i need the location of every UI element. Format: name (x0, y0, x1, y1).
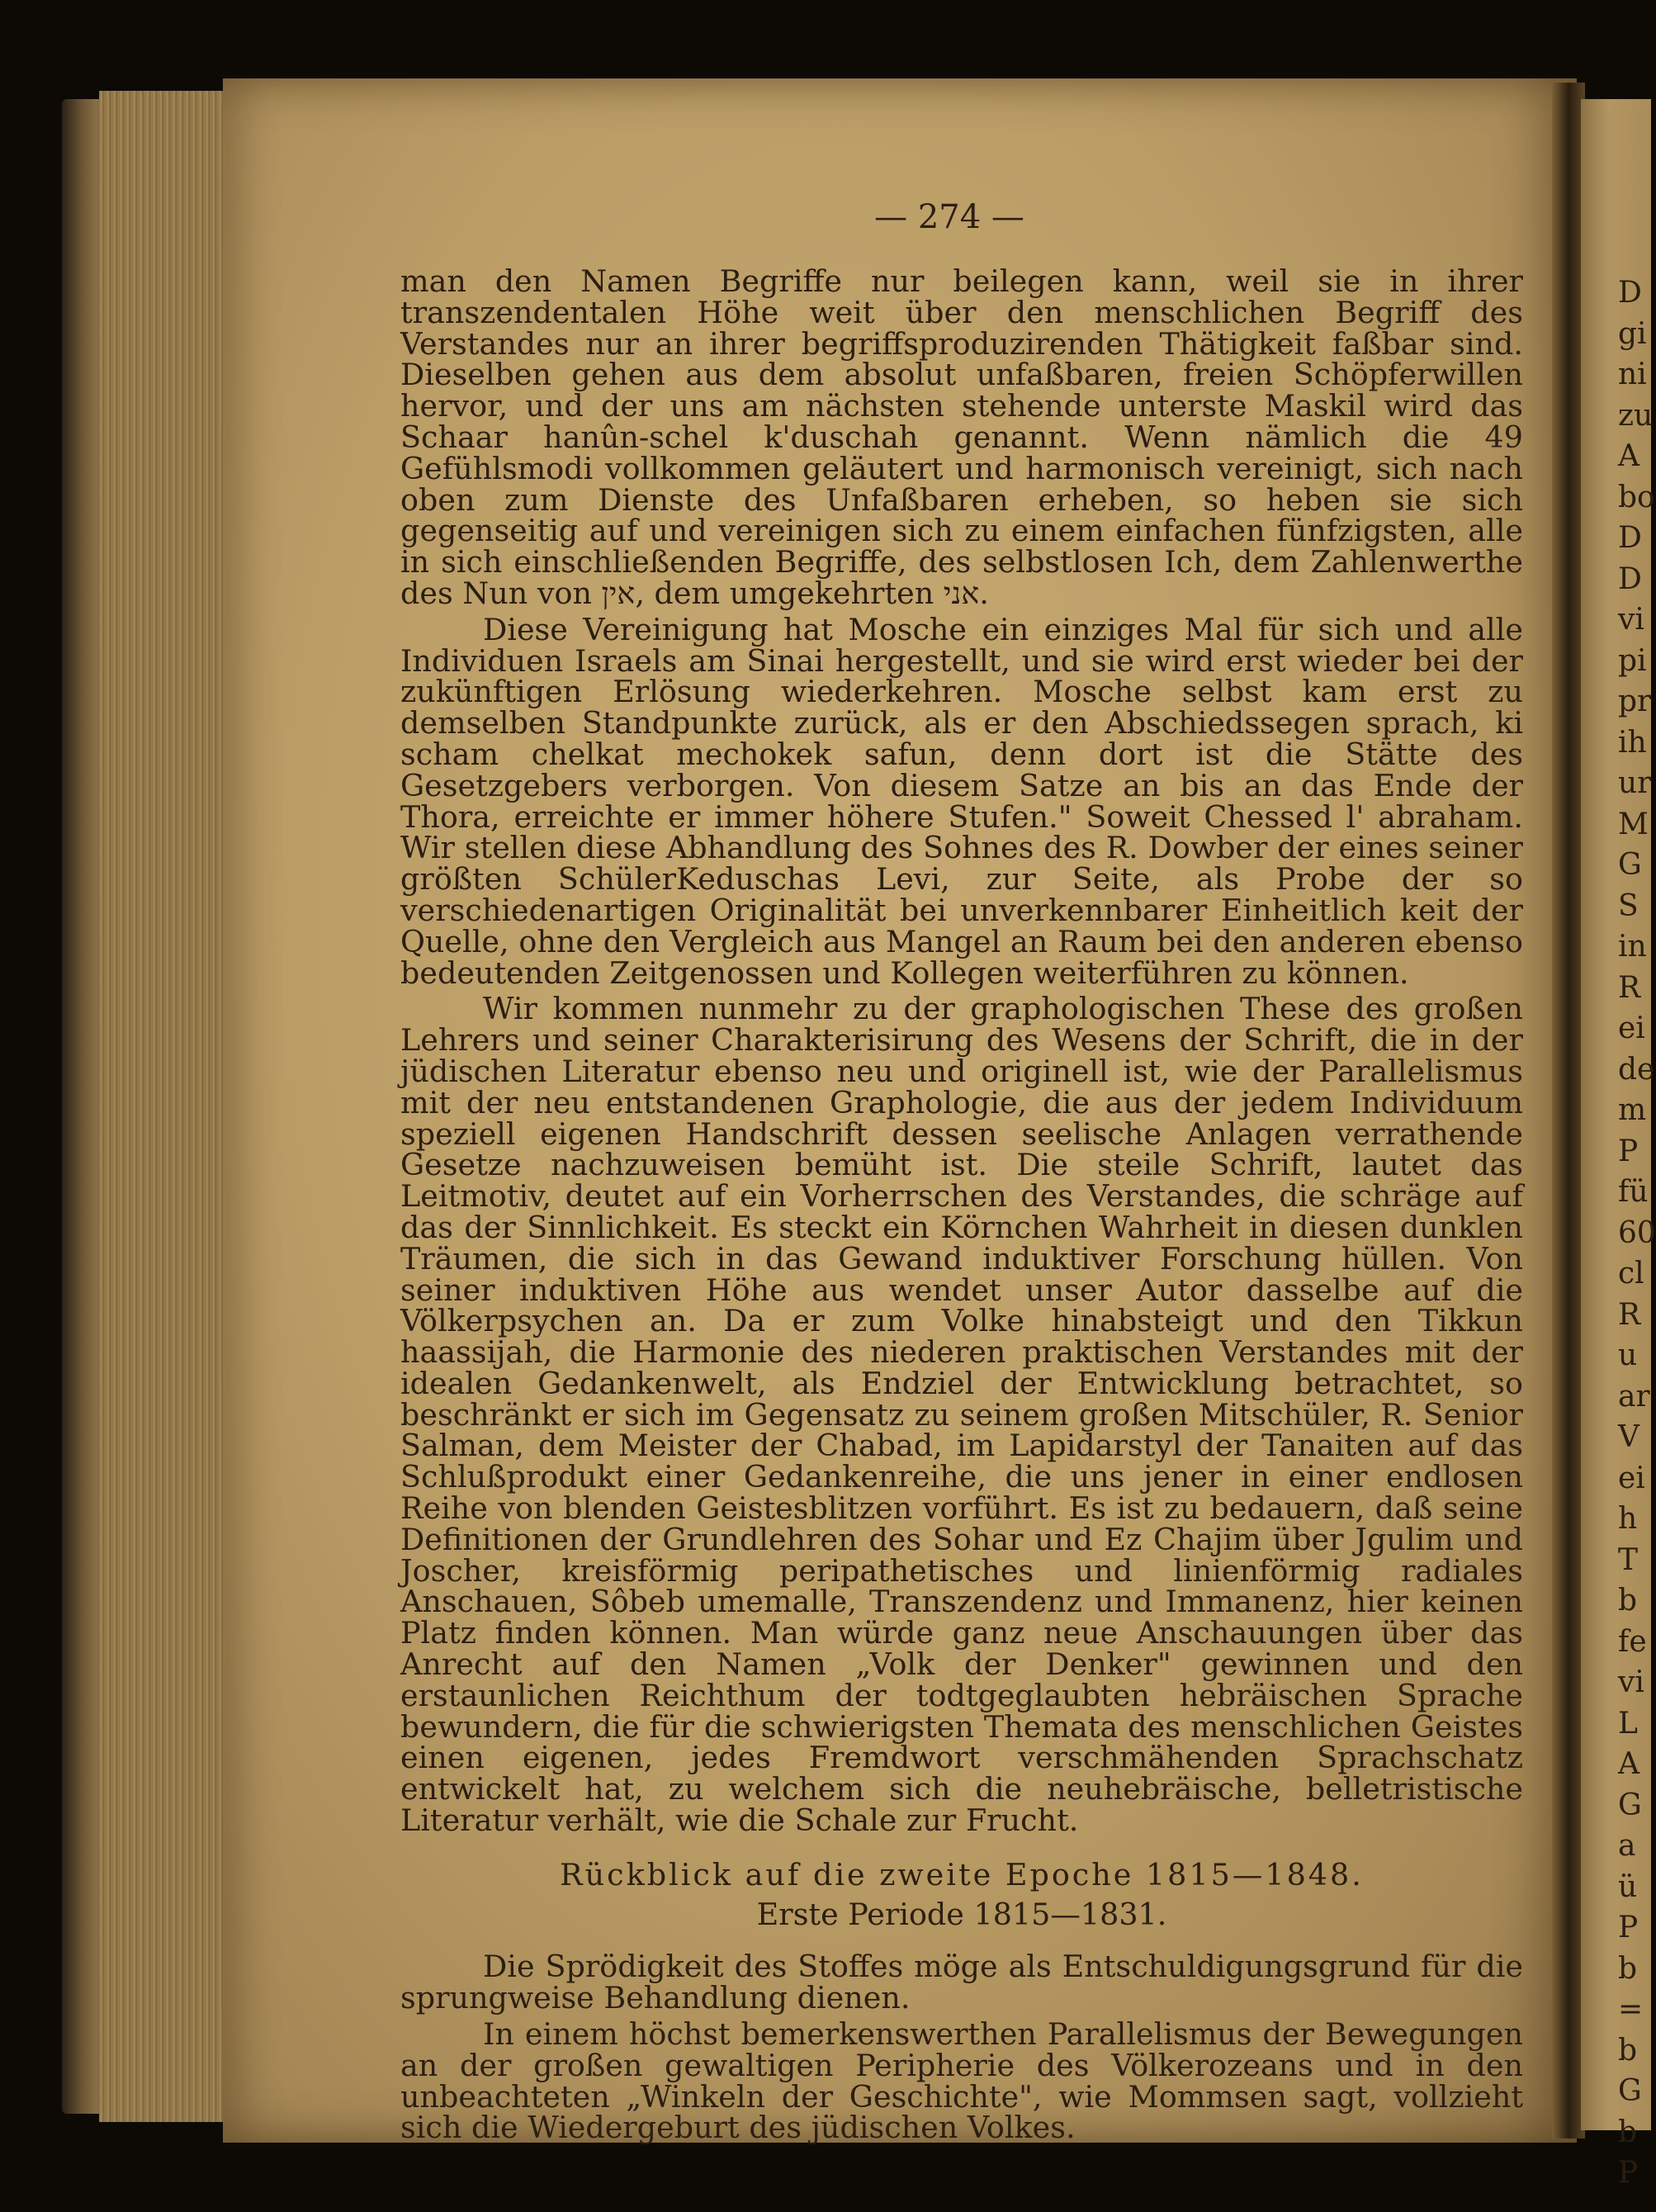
next-page-line: G (1618, 2074, 1642, 2108)
paragraph-3: Wir kommen nunmehr zu der graphologischen These des großen Lehrers und seiner Charakterisirung des Wesens der Schrift, die in der jüdischen Literatur ebenso neu und originell ist, wie der Parallelismus mit der neu entstandenen Graphologie, die aus der jedem Individuum speziell eigenen Handschrift dessen seelische Anlagen verrathende Gesetze nachzuweisen bemüht ist. Die steile Schrift, lautet das Leitmotiv, deutet auf ein Vorherrschen des Verstandes, die schräge auf das der Sinnlichkeit. Es steckt ein Körnchen Wahrheit in diesen dunklen Träumen, die sich in das Gewand induktiver Forschung hüllen. Von seiner induktiven Höhe aus wendet unser Autor dasselbe auf die Völkerpsychen an. Da er zum Volke hinabsteigt und den Tikkun haassijah, die Harmonie des niederen praktischen Verstandes mit der idealen Gedankenwelt, als Endziel der Entwicklung betrachtet, so beschränkt er sich im Gegensatz zu seinem großen Mitschüler, R. Senior Salman, dem Meister der Chabad, im Lapidarstyl der Tanaiten auf das Schlußprodukt einer Gedankenreihe, die uns jener in einer endlosen Reihe von blenden Geistesblitzen vorführt. Es ist zu bedauern, daß seine Definitionen der Grundlehren des Sohar und Ez Chajim über Jgulim und Joscher, kreisförmig peripathetisches und linienförmig radiales Anschauen, Sôbeb umemalle, Transzendenz und Immanenz, hier keinen Platz finden können. Man würde ganz neue Anschauungen über das Anrecht auf den Namen „Volk der Denker" gewinnen und den erstaunlichen Reichthum der todtgeglaubten hebräischen Sprache bewundern, die für die schwierigsten Themata des menschlichen Geistes einen eigenen, jedes Fremdwort verschmähenden Sprachschatz entwickelt hat, zu welchem sich die neuhebräische, belletristische Literatur verhält, wie die Schale zur Frucht. (400, 991, 1523, 1839)
next-page-line: S (1618, 888, 1639, 923)
next-page-line: R (1618, 970, 1641, 1005)
next-page-line: A (1618, 439, 1639, 473)
next-page-line: ar (1618, 1379, 1650, 1414)
next-page-line: m (1618, 1093, 1647, 1127)
next-page-line: vi (1618, 1665, 1644, 1699)
next-page-line: h (1618, 1502, 1638, 1536)
next-page-line: D (1618, 561, 1642, 596)
paragraph-5: In einem höchst bemerkenswerthen Parallelismus der Bewegungen an der großen gewaltigen Peripherie des Völkerozeans und in den unbeachteten „Winkeln der Geschichte", wie Mommsen sagt, vollzieht sich die Wiedergeburt des jüdischen Volkes. (400, 2016, 1523, 2146)
next-page-line: pi (1618, 643, 1647, 678)
next-page-line: b (1618, 1584, 1638, 1618)
next-page-line: vi (1618, 603, 1644, 637)
book-gutter (1552, 83, 1585, 2139)
next-page-line: u (1618, 1338, 1638, 1372)
next-page-line: ei (1618, 1011, 1645, 1045)
next-page-line: b (1618, 2115, 1638, 2149)
next-page-line: fü (1618, 1175, 1649, 1209)
next-page-line: de (1618, 1052, 1655, 1087)
next-page-line: pr (1618, 684, 1652, 718)
next-page-line: A (1618, 1747, 1639, 1781)
next-page-line: = (1618, 1992, 1644, 2026)
next-page-line: G (1618, 1788, 1642, 1822)
next-page-line: ur (1618, 766, 1652, 800)
next-page-line: 60 (1618, 1215, 1656, 1250)
next-page-line: ih (1618, 725, 1647, 760)
next-page-line: D (1618, 521, 1642, 555)
next-page-line: in (1618, 930, 1647, 964)
next-page-line: P (1618, 1134, 1639, 1168)
section-heading: Rückblick auf die zweite Epoche 1815—1848. (560, 1856, 1364, 1892)
paragraph-1: man den Namen Begriffe nur beilegen kann, weil sie in ihrer transzendentalen Höhe weit über den menschlichen Begriff des Verstandes nur an ihrer begriffsproduzirenden Thätigkeit faßbar sind. Dieselben gehen aus dem absolut unfaßbaren, freien Schöpferwillen hervor, und der uns am nächsten stehende unterste Maskil wird das Schaar hanûn-schel k'duschah genannt. Wenn nämlich die 49 Gefühlsmodi vollkommen geläutert und harmonisch vereinigt, sich nach oben zum Dienste des Unfaßbaren erheben, so heben sie sich gegenseitig auf und vereinigen sich zu einem einfachen fünfzigsten, alle in sich einschließenden Begriffe, des selbstlosen Ich, dem Zahlenwerthe des Nun von אין, dem umgekehrten אני. (400, 263, 1523, 611)
next-page-line: T (1618, 1542, 1639, 1577)
next-page-line: P (1618, 1911, 1639, 1944)
paragraph-2: Diese Vereinigung hat Mosche ein einziges Mal für sich und alle Individuen Israels am Sinai hergestellt, und sie wird erst wieder bei der zukünftigen Erlösung wiederkehren. Mosche selbst kam erst zu demselben Standpunkte zurück, als er den Abschiedssegen sprach, ki scham chelkat mechokek safun, denn dort ist die Stätte des Gesetzgebers verborgen. Von diesem Satze an bis an das Ende der Thora, erreichte er immer höhere Stufen." Soweit Chessed l' abraham. Wir stellen diese Abhandlung des Sohnes des R. Dowber der eines seiner größten SchülerKeduschas Levi, zur Seite, als Probe der so verschiedenartigen Originalität bei unverkennbarer Einheitlich keit der Quelle, ohne den Vergleich aus Mangel an Raum bei den anderen ebenso bedeutenden Zeitgenossen und Kollegen weiterführen zu können. (400, 611, 1523, 991)
next-page-line: bo (1618, 480, 1655, 514)
next-page-line: fe (1618, 1624, 1647, 1659)
next-page-line: ei (1618, 1461, 1645, 1495)
next-page-line: zu (1618, 398, 1654, 433)
next-page-line: L (1618, 1706, 1638, 1741)
next-page-line: b (1618, 2033, 1638, 2068)
next-page-line: P (1618, 2156, 1639, 2190)
next-page-line: M (1618, 807, 1649, 841)
next-page-line: ni (1618, 358, 1647, 391)
text-block (400, 263, 1523, 2148)
section-subheading: Erste Periode 1815—1831. (756, 1896, 1167, 1932)
next-page-line: cl (1618, 1257, 1644, 1291)
next-page-margin (1618, 272, 1656, 2190)
next-page-line: R (1618, 1297, 1641, 1332)
page-number: — 274 — (874, 198, 1024, 236)
next-page-line: gi (1618, 316, 1647, 351)
next-page-line: V (1618, 1420, 1639, 1454)
next-page-line: D (1618, 276, 1642, 310)
paragraph-4: Die Sprödigkeit des Stoffes möge als Entschuldigungsgrund für die sprungweise Behandlung dienen. (400, 1949, 1523, 2016)
next-page-line: b (1618, 1951, 1638, 1986)
next-page-line: G (1618, 848, 1642, 882)
next-page-line: a (1618, 1829, 1636, 1863)
next-page-line: ü (1618, 1869, 1638, 1904)
